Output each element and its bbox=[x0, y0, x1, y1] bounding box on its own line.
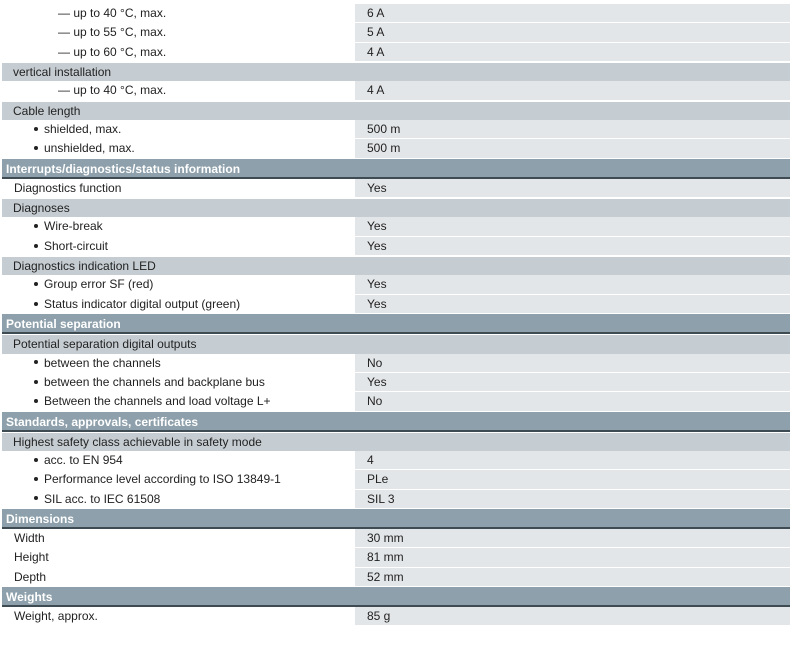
spec-rows bbox=[2, 4, 792, 626]
subgroup-label: Potential separation digital outputs bbox=[13, 337, 197, 352]
spec-label-text: between the channels and backplane bus bbox=[44, 374, 265, 389]
spec-label-text: Group error SF (red) bbox=[44, 277, 154, 292]
spec-label-text: Weight, approx. bbox=[14, 608, 98, 623]
spec-label bbox=[2, 237, 355, 255]
spec-row bbox=[2, 179, 790, 198]
subgroup-header bbox=[2, 62, 790, 81]
spec-label bbox=[2, 275, 355, 293]
spec-label bbox=[2, 139, 355, 157]
spec-label bbox=[2, 295, 355, 313]
spec-value: Yes bbox=[355, 295, 790, 313]
section-title: Dimensions bbox=[6, 511, 75, 526]
spec-label-text: Between the channels and load voltage L+ bbox=[44, 394, 271, 409]
spec-row bbox=[2, 373, 790, 392]
spec-value: No bbox=[355, 392, 790, 410]
spec-label-text: Diagnostics function bbox=[14, 180, 122, 195]
subgroup-label: Diagnoses bbox=[13, 201, 70, 216]
spec-row bbox=[2, 120, 790, 139]
spec-value: 500 m bbox=[355, 120, 790, 138]
spec-label-text: acc. to EN 954 bbox=[44, 452, 123, 467]
subgroup-header bbox=[2, 256, 790, 275]
subgroup-header bbox=[2, 198, 790, 217]
subgroup-label: vertical installation bbox=[13, 65, 112, 80]
spec-label bbox=[2, 607, 355, 625]
section-title: Potential separation bbox=[6, 317, 121, 332]
spec-label-text: Depth bbox=[14, 569, 47, 584]
spec-label-text: — up to 60 °C, max. bbox=[58, 44, 167, 59]
spec-value: 4 A bbox=[355, 43, 790, 61]
spec-label-text: SIL acc. to IEC 61508 bbox=[44, 491, 161, 506]
bullet-icon bbox=[34, 496, 38, 500]
bullet-icon bbox=[34, 244, 38, 248]
section-title: Interrupts/diagnostics/status information bbox=[6, 161, 241, 176]
section-title: Standards, approvals, certificates bbox=[6, 414, 199, 429]
spec-label bbox=[2, 529, 355, 547]
section-title: Weights bbox=[6, 589, 53, 604]
spec-label-text: unshielded, max. bbox=[44, 141, 135, 156]
bullet-icon bbox=[34, 477, 38, 481]
spec-value: Yes bbox=[355, 179, 790, 197]
spec-value: 6 A bbox=[355, 4, 790, 22]
bullet-icon bbox=[34, 458, 38, 462]
spec-value: No bbox=[355, 354, 790, 372]
spec-label-text: Status indicator digital output (green) bbox=[44, 296, 241, 311]
spec-label bbox=[2, 470, 355, 488]
spec-value: Yes bbox=[355, 275, 790, 293]
spec-row bbox=[2, 237, 790, 256]
spec-label bbox=[2, 568, 355, 586]
spec-label bbox=[2, 43, 355, 61]
spec-row bbox=[2, 4, 790, 23]
bullet-icon bbox=[34, 380, 38, 384]
spec-row bbox=[2, 354, 790, 373]
section-header bbox=[2, 412, 790, 432]
spec-row bbox=[2, 275, 790, 294]
spec-label-text: shielded, max. bbox=[44, 122, 122, 137]
spec-label-text: Performance level according to ISO 13849-1 bbox=[44, 472, 281, 487]
bullet-icon bbox=[34, 360, 38, 364]
spec-row bbox=[2, 568, 790, 587]
spec-value: 52 mm bbox=[355, 568, 790, 586]
bullet-icon bbox=[34, 399, 38, 403]
subgroup-header bbox=[2, 101, 790, 120]
spec-value: 500 m bbox=[355, 139, 790, 157]
spec-row bbox=[2, 23, 790, 42]
spec-row bbox=[2, 607, 790, 626]
spec-label-text: — up to 40 °C, max. bbox=[58, 83, 167, 98]
spec-label bbox=[2, 354, 355, 372]
bullet-icon bbox=[34, 146, 38, 150]
spec-row bbox=[2, 451, 790, 470]
spec-label-text: Short-circuit bbox=[44, 238, 109, 253]
subgroup-header bbox=[2, 432, 790, 451]
spec-label bbox=[2, 490, 355, 508]
spec-label-text: Width bbox=[14, 530, 45, 545]
spec-value: 4 A bbox=[355, 81, 790, 99]
spec-value: 85 g bbox=[355, 607, 790, 625]
bullet-icon bbox=[34, 282, 38, 286]
spec-label-text: between the channels bbox=[44, 355, 161, 370]
subgroup-label: Highest safety class achievable in safety mode bbox=[13, 434, 262, 449]
spec-row bbox=[2, 392, 790, 411]
spec-value: 4 bbox=[355, 451, 790, 469]
spec-row bbox=[2, 470, 790, 489]
spec-label bbox=[2, 81, 355, 99]
section-header bbox=[2, 159, 790, 179]
spec-label-text: — up to 55 °C, max. bbox=[58, 25, 167, 40]
spec-label bbox=[2, 217, 355, 235]
section-header bbox=[2, 509, 790, 529]
spec-row bbox=[2, 139, 790, 158]
subgroup-label: Cable length bbox=[13, 103, 81, 118]
spec-label bbox=[2, 548, 355, 566]
spec-value: 5 A bbox=[355, 23, 790, 41]
spec-value: PLe bbox=[355, 470, 790, 488]
spec-label-text: — up to 40 °C, max. bbox=[58, 6, 167, 20]
spec-row bbox=[2, 81, 790, 100]
spec-label bbox=[2, 4, 355, 22]
spec-table bbox=[2, 0, 792, 626]
subgroup-header bbox=[2, 334, 790, 353]
spec-value: Yes bbox=[355, 373, 790, 391]
spec-row bbox=[2, 548, 790, 567]
spec-value: Yes bbox=[355, 217, 790, 235]
spec-value: SIL 3 bbox=[355, 490, 790, 508]
spec-label bbox=[2, 23, 355, 41]
spec-label bbox=[2, 451, 355, 469]
spec-value: 81 mm bbox=[355, 548, 790, 566]
section-header bbox=[2, 314, 790, 334]
spec-value: 30 mm bbox=[355, 529, 790, 547]
spec-row bbox=[2, 490, 790, 509]
subgroup-label: Diagnostics indication LED bbox=[13, 259, 156, 274]
spec-row bbox=[2, 43, 790, 62]
bullet-icon bbox=[34, 224, 38, 228]
spec-label bbox=[2, 392, 355, 410]
bullet-icon bbox=[34, 302, 38, 306]
spec-row bbox=[2, 295, 790, 314]
spec-value: Yes bbox=[355, 237, 790, 255]
bullet-icon bbox=[34, 127, 38, 131]
spec-row bbox=[2, 529, 790, 548]
spec-label-text: Height bbox=[14, 550, 49, 565]
spec-label-text: Wire-break bbox=[44, 219, 103, 234]
spec-label bbox=[2, 179, 355, 197]
spec-label bbox=[2, 373, 355, 391]
spec-row bbox=[2, 217, 790, 236]
spec-label bbox=[2, 120, 355, 138]
section-header bbox=[2, 587, 790, 607]
